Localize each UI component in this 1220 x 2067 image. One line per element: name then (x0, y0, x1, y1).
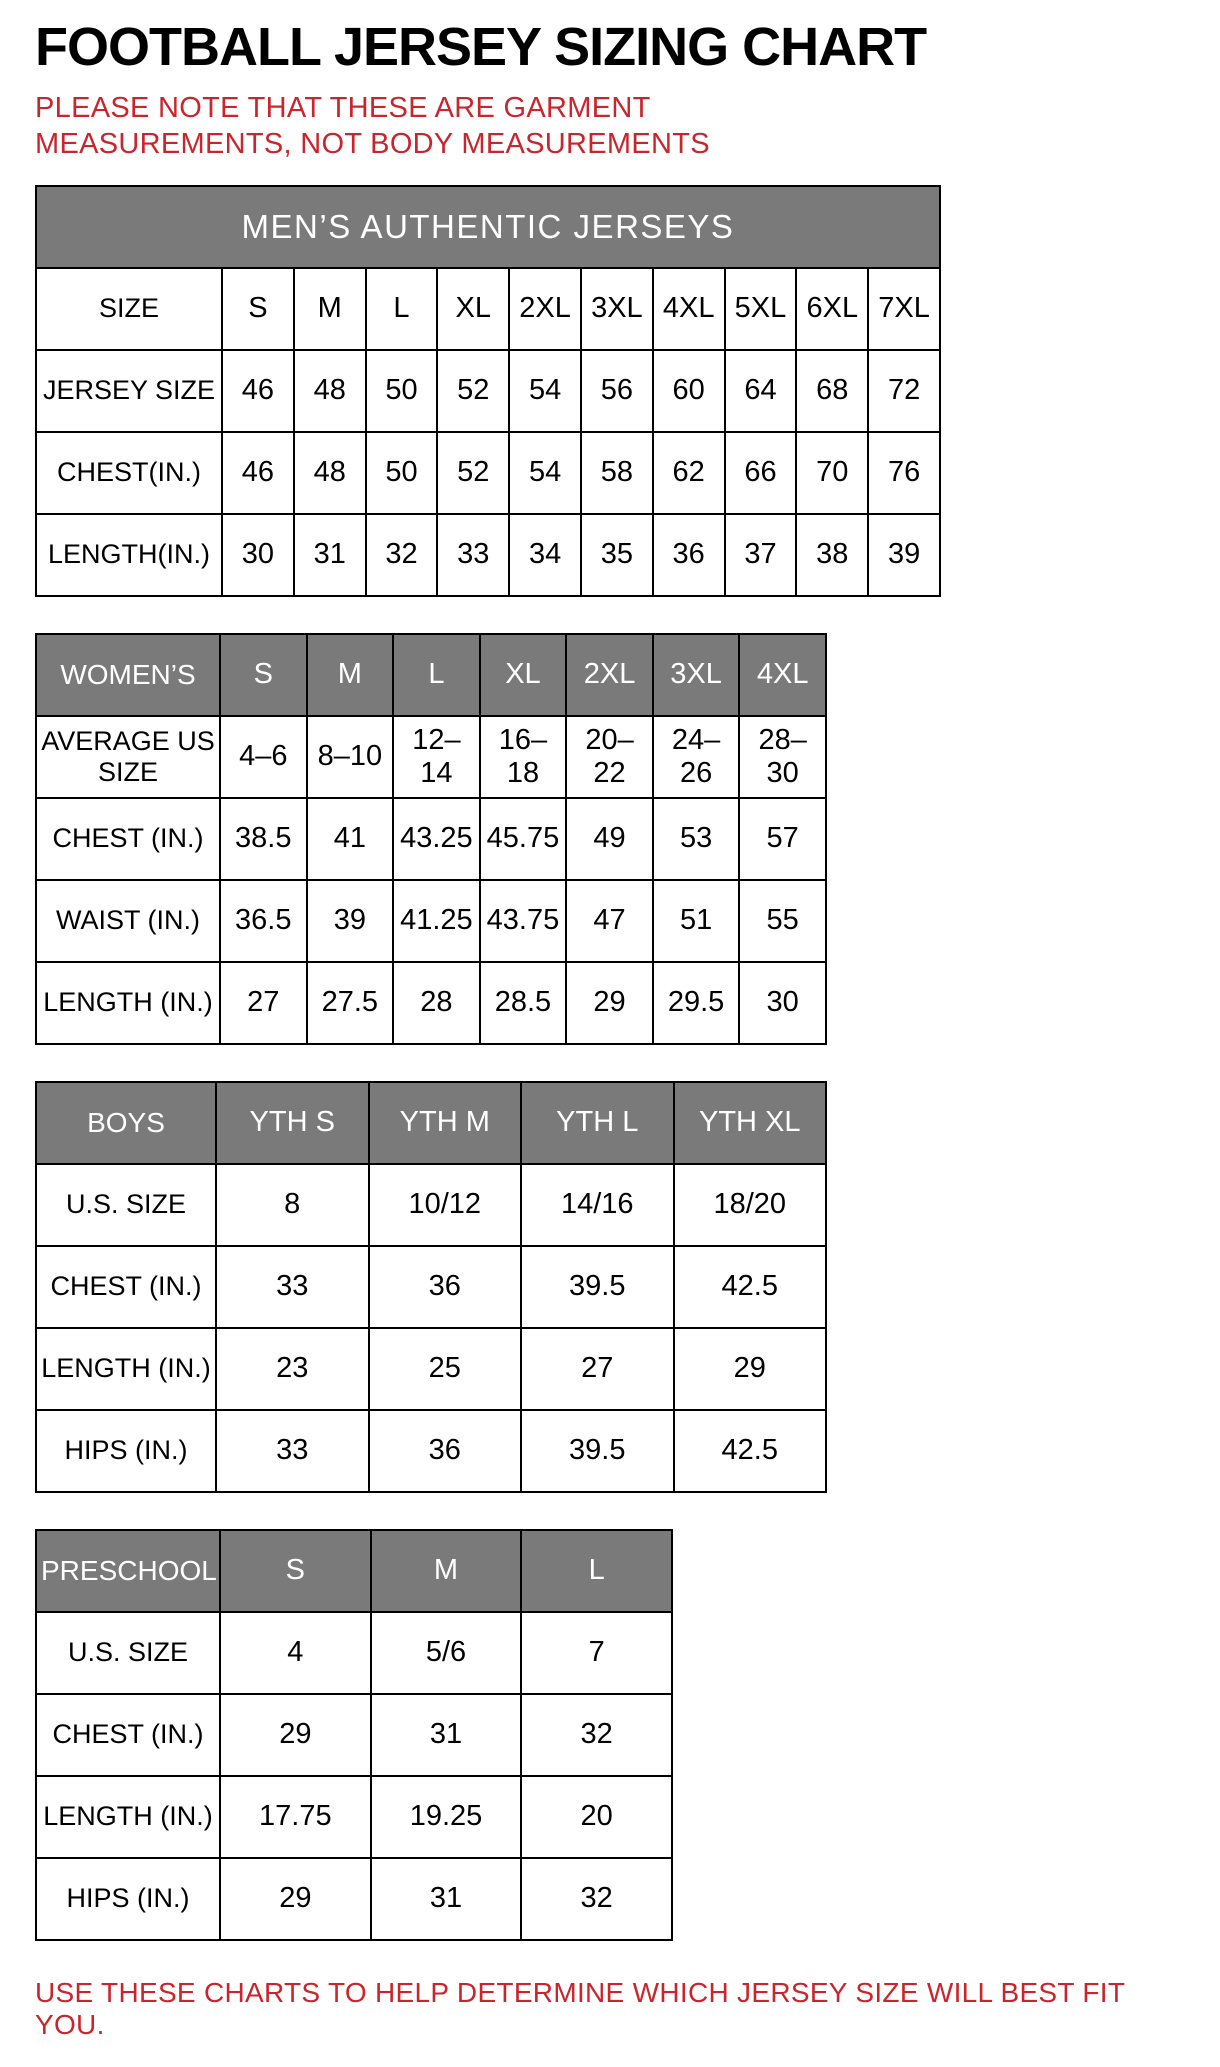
value-cell: 72 (868, 350, 940, 432)
value-cell: 33 (216, 1410, 369, 1492)
value-cell: 28 (393, 962, 480, 1044)
value-cell: 38.5 (220, 798, 307, 880)
value-cell: 3XL (581, 268, 653, 350)
row-label-cell: U.S. SIZE (36, 1164, 216, 1246)
row-label-cell: LENGTH (IN.) (36, 962, 220, 1044)
value-cell: 18/20 (674, 1164, 827, 1246)
header-label-cell: PRESCHOOL (36, 1530, 220, 1612)
header-cell: 3XL (653, 634, 740, 716)
row-label-cell: HIPS (IN.) (36, 1410, 216, 1492)
value-cell: 48 (294, 350, 366, 432)
value-cell: 29 (220, 1694, 371, 1776)
value-cell: S (222, 268, 294, 350)
value-cell: 2XL (509, 268, 581, 350)
value-cell: 45.75 (480, 798, 567, 880)
table-row (36, 514, 940, 596)
value-cell: 30 (222, 514, 294, 596)
value-cell: 27 (220, 962, 307, 1044)
value-cell: 28.5 (480, 962, 567, 1044)
value-cell: 27 (521, 1328, 674, 1410)
value-cell: 48 (294, 432, 366, 514)
womens-sizing-table-container (35, 633, 1185, 1045)
value-cell: 64 (725, 350, 797, 432)
value-cell: 39.5 (521, 1246, 674, 1328)
header-cell: 4XL (739, 634, 826, 716)
value-cell: 31 (294, 514, 366, 596)
row-label-cell: SIZE (36, 268, 222, 350)
value-cell: 32 (521, 1694, 672, 1776)
value-cell: 4–6 (220, 716, 307, 798)
table-row (36, 432, 940, 514)
header-cell: M (371, 1530, 522, 1612)
value-cell: 29.5 (653, 962, 740, 1044)
value-cell: 42.5 (674, 1410, 827, 1492)
row-label-cell: CHEST (IN.) (36, 798, 220, 880)
row-label-cell: U.S. SIZE (36, 1612, 220, 1694)
value-cell: 35 (581, 514, 653, 596)
value-cell: 34 (509, 514, 581, 596)
header-cell: L (521, 1530, 672, 1612)
row-label-cell: CHEST (IN.) (36, 1246, 216, 1328)
value-cell: 4 (220, 1612, 371, 1694)
table-header-row (36, 634, 826, 716)
value-cell: 68 (796, 350, 868, 432)
value-cell: 76 (868, 432, 940, 514)
value-cell: 46 (222, 350, 294, 432)
value-cell: 24–26 (653, 716, 740, 798)
table-row (36, 1694, 672, 1776)
table-header-row (36, 1530, 672, 1612)
header-cell: YTH S (216, 1082, 369, 1164)
value-cell: 38 (796, 514, 868, 596)
value-cell: M (294, 268, 366, 350)
mens-sizing-table-container (35, 185, 1185, 597)
header-cell: S (220, 1530, 371, 1612)
table-row (36, 1410, 826, 1492)
value-cell: 53 (653, 798, 740, 880)
value-cell: 36 (653, 514, 725, 596)
table-row (36, 798, 826, 880)
header-label-cell: BOYS (36, 1082, 216, 1164)
value-cell: 49 (566, 798, 653, 880)
preschool-sizing-table-container (35, 1529, 1185, 1941)
table-banner: MEN’S AUTHENTIC JERSEYS (36, 186, 940, 268)
value-cell: 43.75 (480, 880, 567, 962)
header-cell: M (307, 634, 394, 716)
table-row (36, 1328, 826, 1410)
table-banner-row (36, 186, 940, 268)
page-title: FOOTBALL JERSEY SIZING CHART (35, 17, 927, 77)
row-label-cell: AVERAGE US SIZE (36, 716, 220, 798)
value-cell: 5/6 (371, 1612, 522, 1694)
value-cell: 36 (369, 1410, 522, 1492)
value-cell: 41 (307, 798, 394, 880)
value-cell: 4XL (653, 268, 725, 350)
row-label-cell: WAIST (IN.) (36, 880, 220, 962)
header-cell: L (393, 634, 480, 716)
value-cell: 16–18 (480, 716, 567, 798)
value-cell: 27.5 (307, 962, 394, 1044)
value-cell: 20–22 (566, 716, 653, 798)
value-cell: 46 (222, 432, 294, 514)
row-label-cell: CHEST(IN.) (36, 432, 222, 514)
value-cell: 7XL (868, 268, 940, 350)
value-cell: 52 (437, 350, 509, 432)
value-cell: XL (437, 268, 509, 350)
header-cell: 2XL (566, 634, 653, 716)
value-cell: 51 (653, 880, 740, 962)
value-cell: 6XL (796, 268, 868, 350)
value-cell: 33 (437, 514, 509, 596)
table-row (36, 268, 940, 350)
table-row (36, 880, 826, 962)
value-cell: 47 (566, 880, 653, 962)
value-cell: L (366, 268, 438, 350)
value-cell: 25 (369, 1328, 522, 1410)
table-header-row (36, 1082, 826, 1164)
table-row (36, 350, 940, 432)
value-cell: 55 (739, 880, 826, 962)
value-cell: 10/12 (369, 1164, 522, 1246)
value-cell: 56 (581, 350, 653, 432)
row-label-cell: LENGTH (IN.) (36, 1776, 220, 1858)
value-cell: 20 (521, 1776, 672, 1858)
value-cell: 8–10 (307, 716, 394, 798)
value-cell: 29 (566, 962, 653, 1044)
value-cell: 31 (371, 1694, 522, 1776)
value-cell: 70 (796, 432, 868, 514)
row-label-cell: LENGTH(IN.) (36, 514, 222, 596)
value-cell: 39 (307, 880, 394, 962)
womens-table (35, 633, 827, 1045)
header-cell: YTH L (521, 1082, 674, 1164)
mens-authentic-jerseys-table (35, 185, 941, 597)
value-cell: 54 (509, 350, 581, 432)
value-cell: 14/16 (521, 1164, 674, 1246)
value-cell: 54 (509, 432, 581, 514)
value-cell: 39 (868, 514, 940, 596)
value-cell: 60 (653, 350, 725, 432)
value-cell: 36 (369, 1246, 522, 1328)
value-cell: 29 (220, 1858, 371, 1940)
value-cell: 41.25 (393, 880, 480, 962)
row-label-cell: CHEST (IN.) (36, 1694, 220, 1776)
value-cell: 57 (739, 798, 826, 880)
value-cell: 8 (216, 1164, 369, 1246)
value-cell: 32 (366, 514, 438, 596)
table-row (36, 716, 826, 798)
row-label-cell: JERSEY SIZE (36, 350, 222, 432)
value-cell: 50 (366, 350, 438, 432)
table-row (36, 1246, 826, 1328)
value-cell: 29 (674, 1328, 827, 1410)
value-cell: 31 (371, 1858, 522, 1940)
value-cell: 23 (216, 1328, 369, 1410)
value-cell: 39.5 (521, 1410, 674, 1492)
value-cell: 50 (366, 432, 438, 514)
header-cell: YTH M (369, 1082, 522, 1164)
header-cell: S (220, 634, 307, 716)
garment-measurement-note: PLEASE NOTE THAT THESE ARE GARMENT MEASUREMENTS, NOT BODY MEASUREMENTS (35, 92, 710, 161)
header-label-cell: WOMEN’S (36, 634, 220, 716)
value-cell: 43.25 (393, 798, 480, 880)
value-cell: 52 (437, 432, 509, 514)
footer-note: USE THESE CHARTS TO HELP DETERMINE WHICH JERSEY SIZE WILL BEST FIT YOU. (35, 1976, 1125, 2040)
value-cell: 37 (725, 514, 797, 596)
value-cell: 7 (521, 1612, 672, 1694)
boys-table (35, 1081, 827, 1493)
table-row (36, 1164, 826, 1246)
row-label-cell: HIPS (IN.) (36, 1858, 220, 1940)
table-row (36, 1776, 672, 1858)
value-cell: 12–14 (393, 716, 480, 798)
preschool-table (35, 1529, 673, 1941)
value-cell: 30 (739, 962, 826, 1044)
value-cell: 32 (521, 1858, 672, 1940)
table-row (36, 962, 826, 1044)
boys-sizing-table-container (35, 1081, 1185, 1493)
value-cell: 19.25 (371, 1776, 522, 1858)
value-cell: 62 (653, 432, 725, 514)
value-cell: 5XL (725, 268, 797, 350)
header-cell: YTH XL (674, 1082, 827, 1164)
value-cell: 36.5 (220, 880, 307, 962)
value-cell: 17.75 (220, 1776, 371, 1858)
value-cell: 28–30 (739, 716, 826, 798)
table-row (36, 1612, 672, 1694)
value-cell: 66 (725, 432, 797, 514)
value-cell: 33 (216, 1246, 369, 1328)
value-cell: 58 (581, 432, 653, 514)
table-row (36, 1858, 672, 1940)
row-label-cell: LENGTH (IN.) (36, 1328, 216, 1410)
value-cell: 42.5 (674, 1246, 827, 1328)
header-cell: XL (480, 634, 567, 716)
